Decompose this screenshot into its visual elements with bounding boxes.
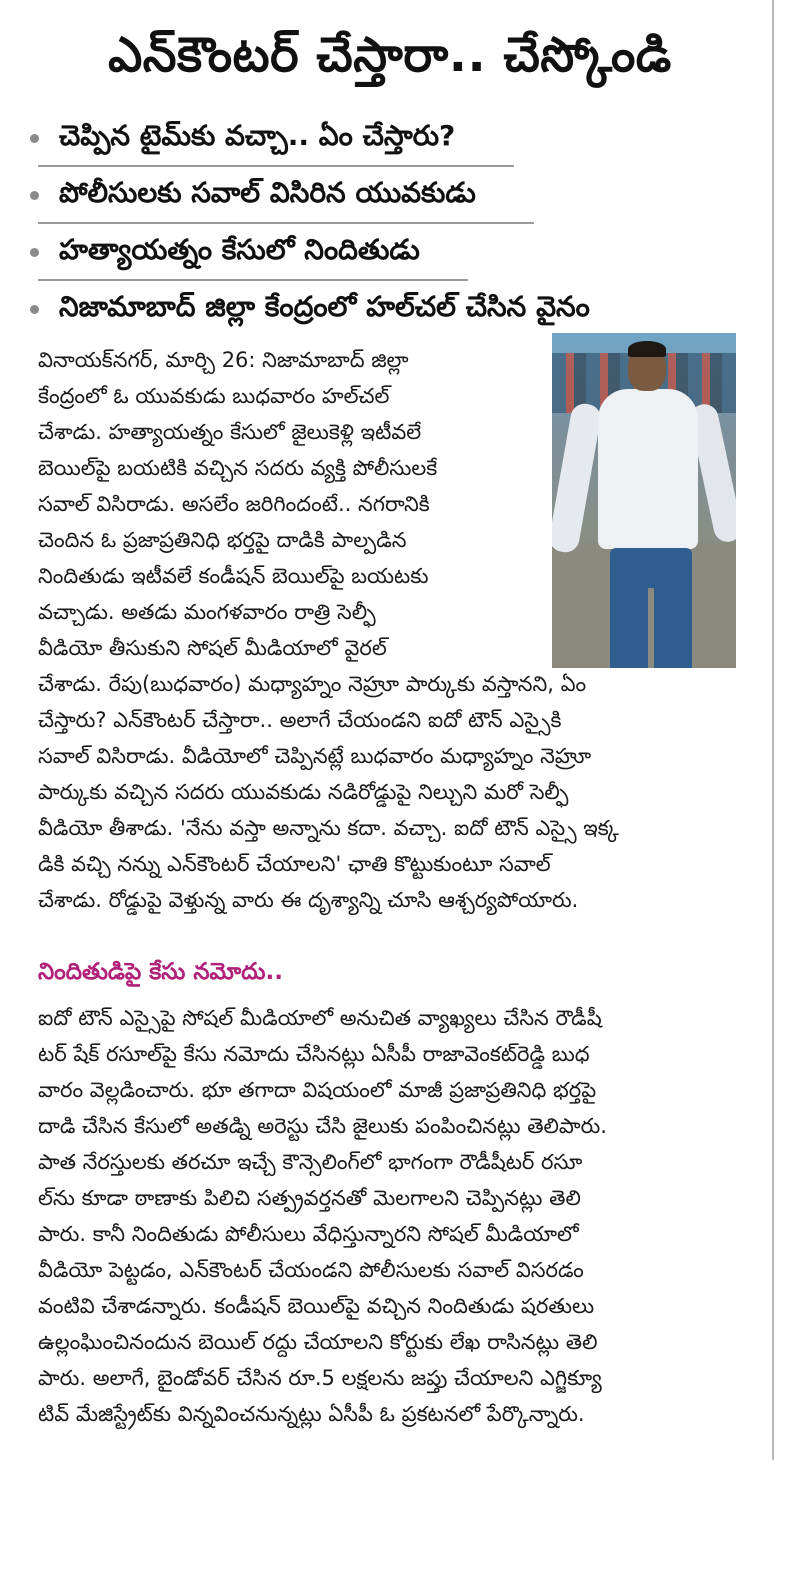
body-line: వినాయక్‌నగర్, మార్చి 26: నిజామాబాద్ జిల్లా (38, 348, 409, 372)
bullet-icon (30, 134, 39, 143)
body-line: చెందిన ఓ ప్రజాప్రతినిధి భర్తపై దాడికి పాల్పడిన (38, 528, 407, 552)
body-line: నిందితుడు ఇటీవలే కండీషన్ బెయిల్‌పై బయటకు (38, 564, 429, 588)
body-line: ఐదో టౌన్ ఎస్సైపై సోషల్ మీడియాలో అనుచిత వ్యాఖ్యలు చేసిన రౌడీషీ (38, 1006, 602, 1030)
highlight-item (30, 110, 750, 167)
body-line: డికి వచ్చి నన్ను ఎన్‌కౌంటర్ చేయాలని' ఛాతి కొట్టుకుంటూ సవాల్ (38, 852, 551, 876)
body-line: బెయిల్‌పై బయటికి వచ్చిన సదరు వ్యక్తి పోలీసులకే (38, 456, 438, 480)
body-line: ఉల్లంఘించినందున బెయిల్ రద్దు చేయాలని కోర్టుకు లేఖ రాసినట్లు తెలి (38, 1330, 598, 1354)
body-line: వంటివి చేశాడన్నారు. కండీషన్ బెయిల్‌పై వచ్చిన నిందితుడు షరతులు (38, 1294, 595, 1318)
highlight-item (30, 167, 750, 224)
body-line: వీడియో తీశాడు. 'నేను వస్తా అన్నాను కదా. వచ్చా. ఐదో టౌన్ ఎస్సై ఇక్క (38, 816, 619, 840)
body-line: టివ్ మేజిస్ట్రేట్‌కు విన్నవించనున్నట్లు ఏసీపీ ఓ ప్రకటనలో పేర్కొన్నారు. (38, 1402, 585, 1426)
body-line: వచ్చాడు. అతడు మంగళవారం రాత్రి సెల్ఫీ (38, 600, 376, 624)
body-line: పార్కుకు వచ్చిన సదరు యువకుడు నడిరోడ్డుపై నిల్చుని మరో సెల్ఫీ (38, 780, 569, 804)
accused-photo (552, 333, 736, 668)
body-line: టర్ షేక్ రసూల్‌పై కేసు నమోదు చేసినట్లు ఏసీపీ రాజావెంకట్‌రెడ్డి బుధ (38, 1042, 590, 1066)
highlight-text: హత్యాయత్నం కేసులో నిందితుడు (59, 232, 420, 266)
body-line: దాడి చేసిన కేసులో అతడ్ని అరెస్టు చేసి జైలుకు పంపించినట్లు తెలిపారు. (38, 1114, 607, 1138)
section-subheading: నిందితుడిపై కేసు నమోదు.. (38, 959, 283, 985)
body-line: పాత నేరస్తులకు తరచూ ఇచ్చే కౌన్సెలింగ్‌లో భాగంగా రౌడీషీటర్ రసూ (38, 1150, 583, 1174)
body-line: చేశాడు. రోడ్డుపై వెళ్తున్న వారు ఈ దృశ్యాన్ని చూసి ఆశ్చర్యపోయారు. (38, 888, 579, 912)
bullet-icon (30, 191, 39, 200)
body-line: సవాల్ విసిరాడు. అసలేం జరిగిందంటే.. నగరానికి (38, 492, 430, 516)
body-line: కేంద్రంలో ఓ యువకుడు బుధవారం హల్‌చల్ (38, 384, 390, 408)
bullet-icon (30, 248, 39, 257)
body-line: సవాల్ విసిరాడు. వీడియోలో చెప్పినట్లే బుధవారం మధ్యాహ్నం నెహ్రూ (38, 744, 592, 768)
highlight-text: చెప్పిన టైమ్‌కు వచ్చా.. ఏం చేస్తారు? (59, 118, 456, 152)
body-line: చేశాడు. హత్యాయత్నం కేసులో జైలుకెళ్లి ఇటీవలే (38, 420, 422, 444)
highlight-text: పోలీసులకు సవాల్ విసిరిన యువకుడు (59, 175, 476, 209)
headline: ఎన్‌కౌంటర్ చేస్తారా.. చేస్కోండి (108, 27, 672, 83)
highlights-list (30, 110, 750, 338)
body-line: పారు. అలాగే, బైండోవర్ చేసిన రూ.5 లక్షలను జప్తు చేయాలని ఎగ్జిక్యూ (38, 1366, 602, 1390)
highlight-item (30, 224, 750, 281)
body-line: ల్‌ను కూడా ఠాణాకు పిలిచి సత్ప్రవర్తనతో మెలగాలని చెప్పినట్లు తెలి (38, 1186, 581, 1210)
body-line: వారం వెల్లడించారు. భూ తగాదా విషయంలో మాజీ ప్రజాప్రతినిధి భర్తపై (38, 1078, 597, 1102)
bullet-icon (30, 305, 39, 314)
highlight-item (30, 281, 750, 338)
body-line: చేశాడు. రేపు(బుధవారం) మధ్యాహ్నం నెహ్రూ పార్కుకు వస్తానని, ఏం (38, 672, 587, 696)
body-line: పారు. కానీ నిందితుడు పోలీసులు వేధిస్తున్నారని సోషల్ మీడియాలో (38, 1222, 579, 1246)
highlight-text: నిజామాబాద్ జిల్లా కేంద్రంలో హల్‌చల్ చేసిన వైనం (59, 289, 590, 323)
body-line: వీడియో పెట్టడం, ఎన్‌కౌంటర్ చేయండని పోలీసులకు సవాల్ విసరడం (38, 1258, 584, 1282)
column-divider (772, 0, 774, 1460)
body-line: చేస్తారు? ఎన్‌కౌంటర్ చేస్తారా.. అలాగే చేయండని ఐదో టౌన్ ఎస్సైకి (38, 708, 562, 732)
body-line: వీడియో తీసుకుని సోషల్ మీడియాలో వైరల్ (38, 636, 387, 660)
